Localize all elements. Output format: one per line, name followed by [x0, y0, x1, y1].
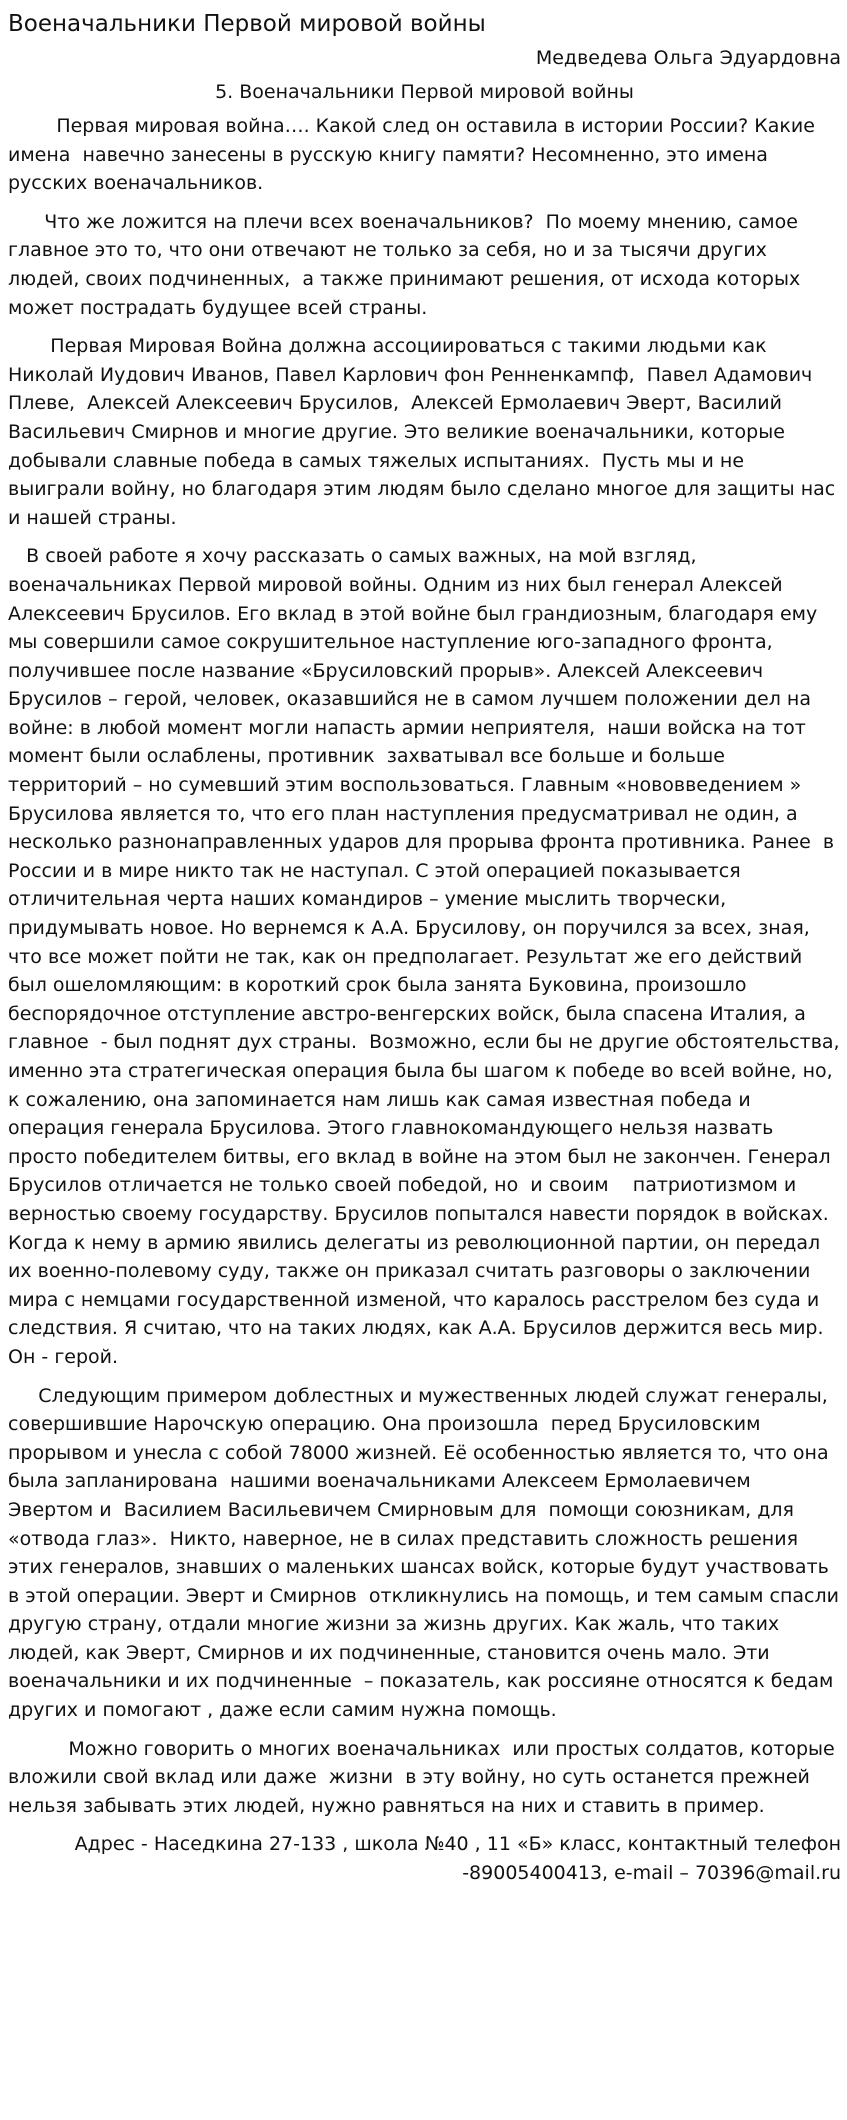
section-heading: 5. Военачальники Первой мировой войны	[215, 81, 634, 103]
paragraph-naroch-operation: Следующим примером доблестных и мужественных людей служат генералы, совершившие Нарочскую операцию. Она произошла перед Брусиловским прорывом и унесла с собой 78000 жизней. Её особенностью является то, что она была запланирована нашими военачальниками Алексеем Ермолаевичем Эвертом и Василием Васильевичем Смирновым для помощи союзникам, для «отвода глаз». Никто, наверное, не в силах представить сложность решения этих генералов, знавших о маленьких шансах войск, которые будут участвовать в этой операции. Эверт и Смирнов откликнулись на помощь, и тем самым спасли другую страну, отдали многие жизни за жизнь других. Как жаль, что таких людей, как Эверт, Смирнов и их подчиненные, становится очень мало. Эти военачальники и их подчиненные – показатель, как россияне относятся к бедам других и помогают , даже если самим нужна помощь.	[8, 1384, 846, 1722]
contact-address	[8, 1830, 841, 1887]
paragraph-conclusion: Можно говорить о многих военачальниках или простых солдатов, которые вложили свой вклад или даже жизни в эту войну, но суть останется прежней нельзя забывать этих людей, нужно равняться на них и ставить в пример.	[8, 1737, 841, 1817]
paragraph-commanders-list: Первая Мировая Война должна ассоциироваться с такими людьми как Николай Иудович Иванов, Павел Карлович фон Ренненкампф, Павел Адамович Плеве, Алексей Алексеевич Брусилов, Алексей Ермолаевич Эверт, Василий Васильевич Смирнов и многие другие. Это великие военачальники, которые добывали славные победа в самых тяжелых испытаниях. Пусть мы и не выиграли войну, но благодаря этим людям было сделано многое для защиты нас и нашей страны.	[8, 335, 842, 529]
contact-line: -89005400413, e-mail – 70396@mail.ru	[462, 1862, 841, 1885]
paragraph-brusilov: В своей работе я хочу рассказать о самых важных, на мой взгляд, военачальниках Первой мировой войны. Одним из них был генерал Алексей Алексеевич Брусилов. Его вклад в этой войне был грандиозным, благодаря ему мы совершили самое сокрушительное наступление юго-западного фронта, получившее после название «Брусиловский прорыв». Алексей Алексеевич Брусилов – герой, человек, оказавшийся не в самом лучшем положении дел на войне: в любой момент могли напасть армии неприятеля, наши войска на тот момент были ослаблены, противник захватывал все больше и больше территорий – но сумевший этим воспользоваться. Главным «нововведением » Брусилова является то, что его план наступления предусматривал не один, а несколько разнонаправленных ударов для прорыва фронта противника. Ранее в России и в мире никто так не наступал. С этой операцией показывается отличительная черта наших командиров – умение мыслить творчески, придумывать новое. Но вернемся к А.А. Брусилову, он поручился за всех, зная, что все может пойти не так, как он предполагает. Результат же его действий был ошеломляющим: в короткий срок была занята Буковина, произошло беспорядочное отступление австро-венгерских войск, была спасена Италия, а главное - был поднят дух страны. Возможно, если бы не другие обстоятельства, именно эта стратегическая операция была бы шагом к победе во всей войне, но, к сожалению, она запоминается нам лишь как самая известная победа и операция генерала Брусилова. Этого главнокомандующего нельзя назвать просто победителем битвы, его вклад в войне на этом был не закончен. Генерал Брусилов отличается не только своей победой, но и своим патриотизмом и верностью своему государству. Брусилов попытался навести порядок в войсках. Когда к нему в армию явились делегаты из революционной партии, он передал их военно-полевому суду, также он приказал считать разговоры о заключении мира с немцами государственной изменой, что каралось расстрелом без суда и следствия. Я считаю, что на таких людях, как А.А. Брусилов держится весь мир. Он - герой.	[8, 545, 846, 1368]
paragraph-intro: Первая мировая война…. Какой след он оставила в истории России? Какие имена навечно занесены в русскую книгу памяти? Несомненно, это имена русских военачальников.	[8, 115, 821, 195]
address-line: Адрес - Наседкина 27-133 , школа №40 , 11 «Б» класс, контактный телефон	[74, 1833, 841, 1856]
author-name: Медведева Ольга Эдуардовна	[535, 47, 841, 69]
document-title: Военачальники Первой мировой войны	[8, 11, 486, 37]
paragraph-responsibility: Что же ложится на плечи всех военачальников? По моему мнению, самое главное это то, что они отвечают не только за себя, но и за тысячи других людей, своих подчиненных, а также принимают решения, от исхода которых может пострадать будущее всей страны.	[8, 210, 807, 319]
